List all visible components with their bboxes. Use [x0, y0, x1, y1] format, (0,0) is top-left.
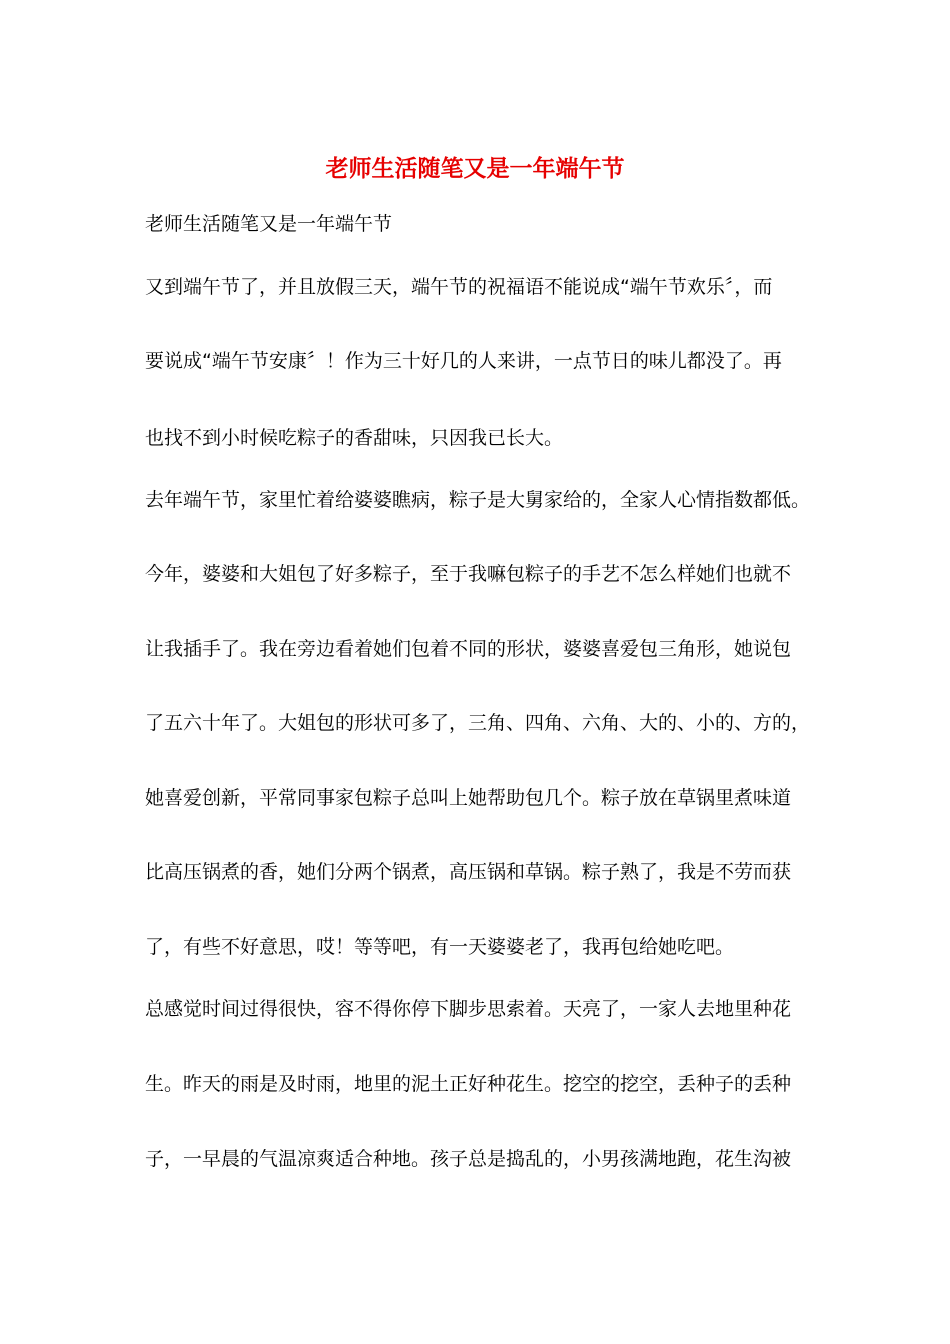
body-line-13: 子，一早晨的气温凉爽适合种地。孩子总是捣乱的，小男孩满地跑，花生沟被	[145, 1148, 792, 1170]
body-line-8: 她喜爱创新，平常同事家包粽子总叫上她帮助包几个。粽子放在草锅里煮味道	[145, 787, 792, 809]
body-line-4: 去年端午节，家里忙着给婆婆瞧病，粽子是大舅家给的，全家人心情指数都低。	[145, 489, 811, 511]
body-line-12: 生。昨天的雨是及时雨，地里的泥土正好种花生。挖空的挖空，丢种子的丢种	[145, 1073, 792, 1095]
body-line-2: 要说成“端午节安康〞！作为三十好几的人来讲，一点节日的味儿都没了。再	[145, 350, 782, 372]
body-line-7: 了五六十年了。大姐包的形状可多了，三角、四角、六角、大的、小的、方的，	[145, 712, 811, 734]
body-line-11: 总感觉时间过得很快，容不得你停下脚步思索着。天亮了，一家人去地里种花	[145, 998, 792, 1020]
body-line-5: 今年，婆婆和大姐包了好多粽子，至于我嘛包粽子的手艺不怎么样她们也就不	[145, 563, 792, 585]
body-line-9: 比高压锅煮的香，她们分两个锅煮，高压锅和草锅。粽子熟了，我是不劳而获	[145, 861, 792, 883]
body-line-10: 了，有些不好意思，哎！等等吧，有一天婆婆老了，我再包给她吃吧。	[145, 936, 735, 958]
body-line-1: 又到端午节了，并且放假三天，端午节的祝福语不能说成“端午节欢乐〞，而	[145, 276, 773, 298]
body-line-6: 让我插手了。我在旁边看着她们包着不同的形状，婆婆喜爱包三角形，她说包	[145, 638, 792, 660]
body-line-3: 也找不到小时候吃粽子的香甜味，只因我已长大。	[145, 427, 564, 449]
document-subtitle: 老师生活随笔又是一年端午节	[145, 213, 393, 235]
document-title: 老师生活随笔又是一年端午节	[325, 155, 625, 182]
